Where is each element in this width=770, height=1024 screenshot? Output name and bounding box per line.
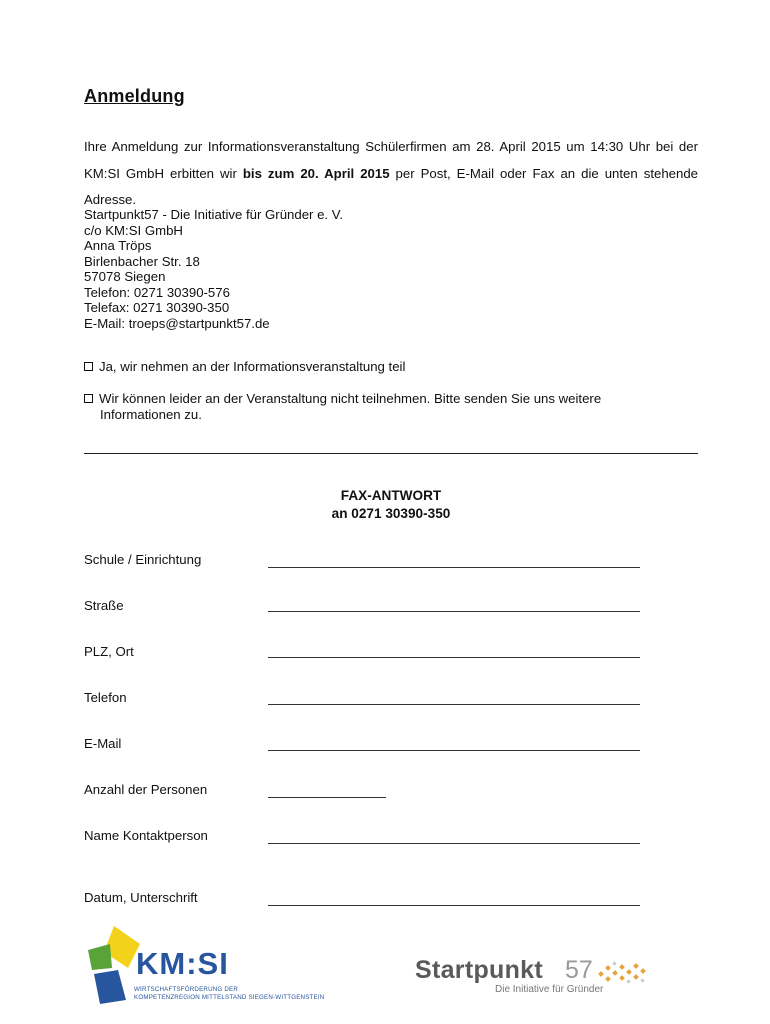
address-line-org: Startpunkt57 - Die Initiative für Gründer e. V. [84, 207, 343, 222]
intro-paragraph [84, 134, 698, 214]
field-line-phone[interactable] [268, 704, 640, 705]
startpunkt57-logo [415, 956, 655, 1000]
address-line-person: Anna Tröps [84, 238, 152, 253]
field-label-email: E-Mail [84, 736, 122, 751]
intro-deadline: bis zum 20. April 2015 [242, 165, 390, 181]
address-line-co: c/o KM:SI GmbH [84, 222, 183, 238]
startpunkt-logo-name: Startpunkt [415, 956, 543, 984]
address-line-fax: Telefax: 0271 30390-350 [84, 300, 230, 315]
field-line-city[interactable] [268, 657, 640, 658]
intro-text-1: Ihre Anmeldung zur Informationsveranstaltung Schülerfirmen am 28. April 2015 um 14:30 Uhr bei der KM:SI GmbH erbitten wir [84, 139, 698, 181]
field-label-city: PLZ, Ort [84, 644, 134, 659]
decline-checkbox[interactable] [84, 394, 93, 403]
field-label-persons: Anzahl der Personen [84, 782, 208, 797]
kmsi-subtitle-line-1: WIRTSCHAFTSFÖRDERUNG DER [134, 986, 239, 993]
option-decline-label-1: Wir können leider an der Veranstaltung nicht teilnehmen. Bitte senden Sie uns weitere [99, 391, 602, 406]
kmsi-logo-subtitle [134, 986, 324, 1001]
kmsi-logo-name: KM:SI [136, 946, 229, 981]
address-line-phone: Telefon: 0271 30390-576 [84, 284, 230, 300]
option-attend-label: Ja, wir nehmen an der Informationsveranstaltung teil [99, 359, 406, 374]
fax-number: an 0271 30390-350 [331, 506, 451, 521]
kmsi-subtitle-line-2: KOMPETENZREGION MITTELSTAND SIEGEN-WITTGENSTEIN [134, 993, 325, 1001]
intro-text-2: per Post, E-Mail oder Fax an die unten stehende Adresse. [84, 165, 698, 207]
address-line-email: E-Mail: troeps@startpunkt57.de [84, 315, 270, 331]
contact-address [84, 207, 343, 331]
field-line-contact[interactable] [268, 843, 640, 844]
address-line-street: Birlenbacher Str. 18 [84, 253, 200, 269]
startpunkt-logo-number: 57 [565, 956, 593, 984]
option-decline-label-2: Informationen zu. [100, 407, 202, 422]
startpunkt-logo-tagline: Die Initiative für Gründer [495, 984, 604, 995]
field-line-persons[interactable] [268, 797, 386, 798]
field-label-contact: Name Kontaktperson [84, 828, 208, 843]
field-label-school: Schule / Einrichtung [84, 552, 202, 567]
kmsi-logo [84, 924, 325, 1008]
section-divider [84, 453, 698, 454]
field-line-street[interactable] [268, 611, 640, 612]
field-label-street: Straße [84, 598, 124, 613]
attend-checkbox[interactable] [84, 362, 93, 371]
field-line-signature[interactable] [268, 905, 640, 906]
field-label-phone: Telefon [84, 690, 127, 705]
startpunkt-logo-dots-icon [597, 960, 649, 986]
field-line-email[interactable] [268, 750, 640, 751]
field-label-signature: Datum, Unterschrift [84, 890, 198, 905]
field-line-school[interactable] [268, 567, 640, 568]
option-attend[interactable] [84, 359, 684, 375]
page-title: Anmeldung [84, 86, 185, 106]
address-line-city: 57078 Siegen [84, 269, 166, 284]
fax-title: FAX-ANTWORT [340, 488, 442, 503]
option-decline[interactable] [84, 391, 684, 423]
